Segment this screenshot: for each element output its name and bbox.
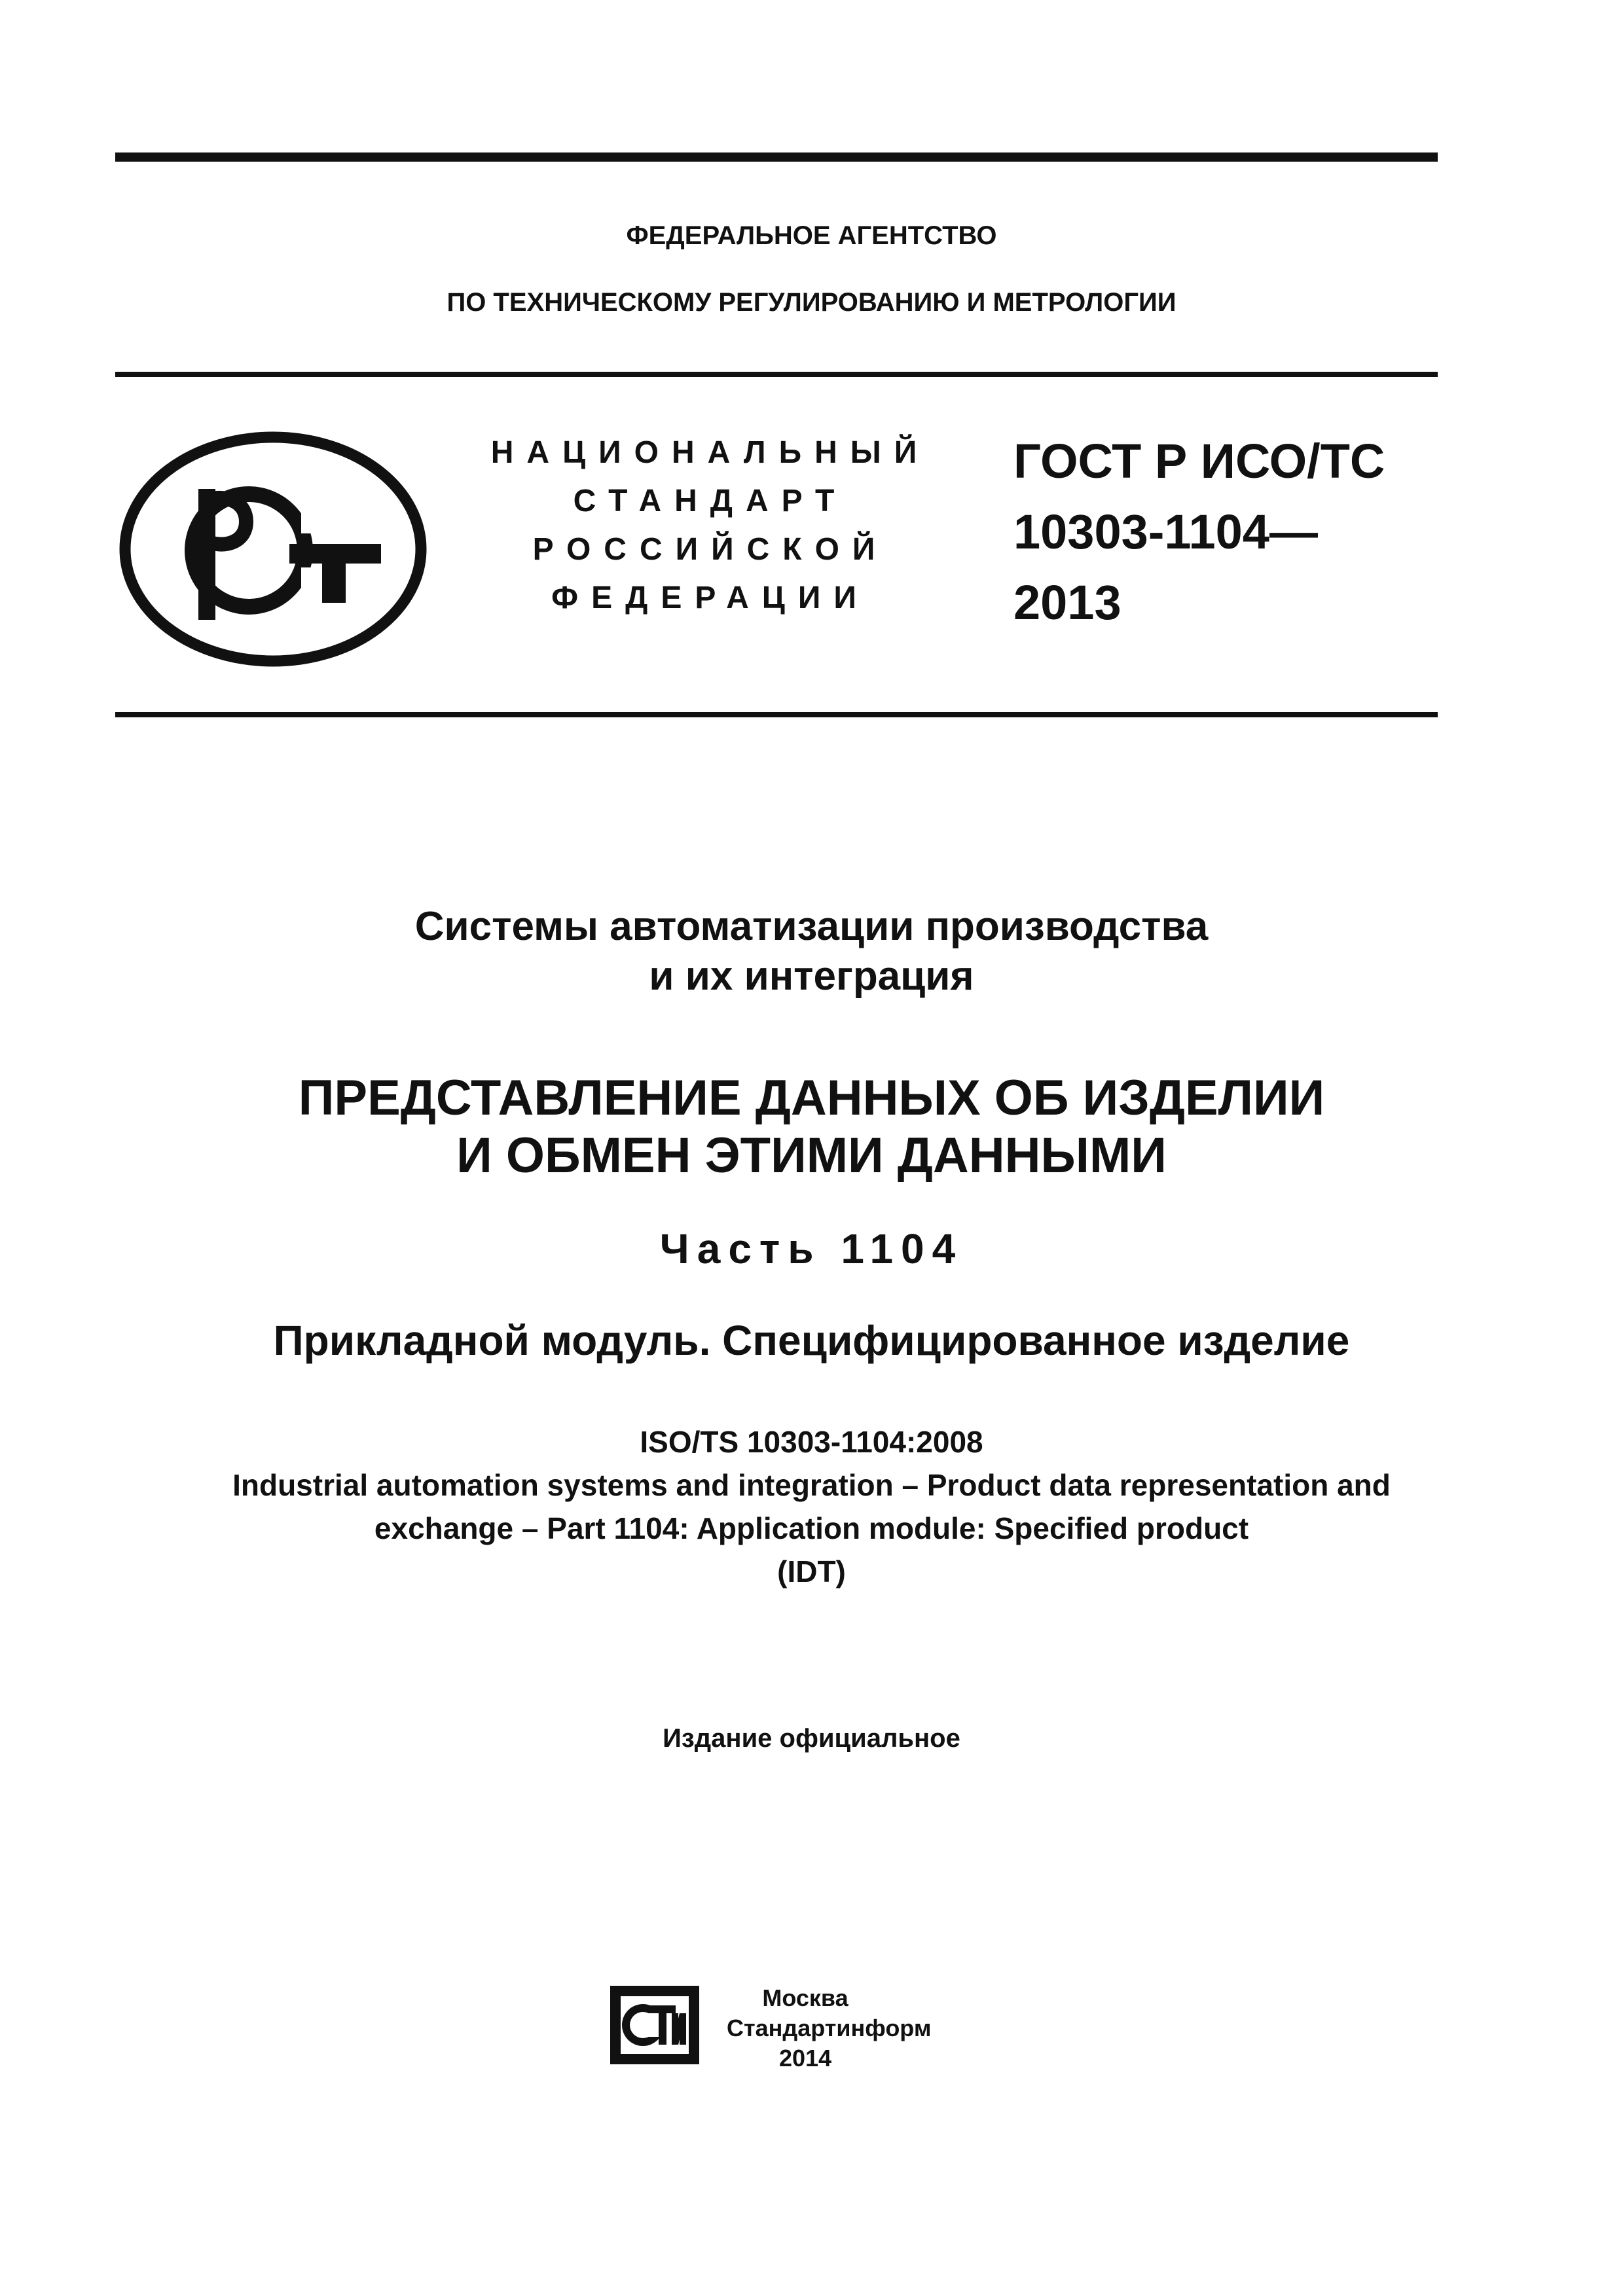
main-title [0, 1069, 1623, 1185]
designation-line-3: 2013 [1013, 575, 1122, 630]
title-line-1: ПРЕДСТАВЛЕНИЕ ДАННЫХ ОБ ИЗДЕЛИИ [298, 1070, 1325, 1126]
national-line-1: НАЦИОНАЛЬНЫЙ [490, 435, 930, 470]
title-line-2: И ОБМЕН ЭТИМИ ДАННЫМИ [456, 1128, 1167, 1183]
iso-line-4: (IDT) [777, 1554, 846, 1588]
module-title: Прикладной модуль. Специфицированное изделие [273, 1317, 1350, 1364]
publisher-name: Стандартинформ [727, 2015, 932, 2041]
national-line-4: ФЕДЕРАЦИИ [551, 581, 869, 615]
national-standard-label [458, 437, 962, 614]
iso-line-3: exchange – Part 1104: Application module: Specified product [374, 1511, 1249, 1545]
subject-title [0, 902, 1623, 1001]
agency-rule [115, 372, 1438, 377]
publisher-block [727, 1983, 932, 2073]
iso-line-1: ISO/TS 10303-1104:2008 [640, 1425, 983, 1459]
publisher-logo-icon [609, 1984, 701, 2066]
publisher-city: Москва [762, 1984, 848, 2011]
agency-line-1: ФЕДЕРАЛЬНОЕ АГЕНТСТВО [626, 221, 997, 250]
rst-logo-icon [117, 429, 429, 670]
national-line-3: РОССИЙСКОЙ [532, 532, 888, 567]
part-number: Часть 1104 [659, 1225, 964, 1272]
iso-line-2: Industrial automation systems and integration – Product data representation and [232, 1468, 1391, 1502]
iso-reference [0, 1420, 1623, 1593]
edition-label: Издание официальное [663, 1724, 960, 1753]
agency-line-2: ПО ТЕХНИЧЕСКОМУ РЕГУЛИРОВАНИЮ И МЕТРОЛОГИИ [447, 288, 1176, 317]
subject-line-1: Системы автоматизации производства [414, 904, 1209, 949]
publisher-year: 2014 [778, 2045, 832, 2072]
header-bottom-rule [115, 712, 1438, 717]
subject-line-2: и их интеграция [649, 954, 974, 999]
standard-designation [1013, 434, 1385, 630]
designation-line-2: 10303-1104— [1013, 505, 1318, 559]
top-rule [115, 152, 1438, 162]
national-line-2: СТАНДАРТ [573, 484, 848, 518]
designation-line-1: ГОСТ Р ИСО/ТС [1013, 434, 1385, 488]
